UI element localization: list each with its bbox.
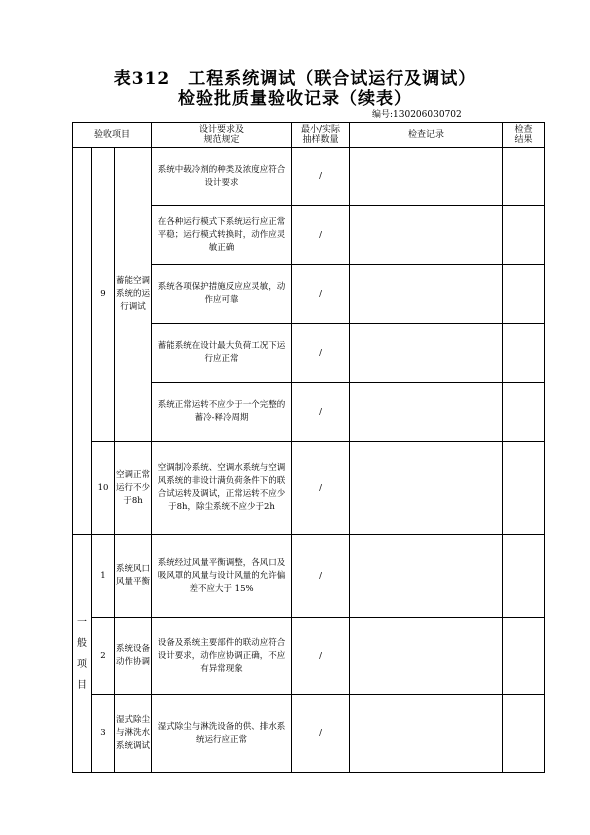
main-control-cell <box>73 148 92 535</box>
record-cell-2[interactable] <box>392 695 503 773</box>
record-cell[interactable] <box>350 535 392 618</box>
record-cell-2[interactable] <box>392 442 503 535</box>
requirement: 在各种运行模式下系统运行应正常平稳；运行模式转换时，动作应灵敏正确 <box>152 206 292 265</box>
record-cell[interactable] <box>350 206 392 265</box>
result-cell[interactable] <box>503 383 545 442</box>
record-cell-2[interactable] <box>392 383 503 442</box>
record-cell-2[interactable] <box>392 148 503 206</box>
record-cell[interactable] <box>350 265 392 324</box>
item-name: 空调正常运行不少于8h <box>115 442 152 535</box>
result-cell[interactable] <box>503 324 545 383</box>
general-label-cell <box>73 535 92 773</box>
sample-count: / <box>292 148 350 206</box>
sample-count: / <box>292 324 350 383</box>
sample-count: / <box>292 695 350 773</box>
result-cell[interactable] <box>503 442 545 535</box>
record-cell-2[interactable] <box>392 535 503 618</box>
result-cell[interactable] <box>503 535 545 618</box>
table-row <box>73 695 545 773</box>
general-label: 一般项目 <box>77 616 87 691</box>
item-number: 3 <box>92 695 115 773</box>
requirement: 系统正常运转不应少于一个完整的蓄冷-释冷周期 <box>152 383 292 442</box>
item-number: 10 <box>92 442 115 535</box>
form-title: 表312 工程系统调试（联合试运行及调试） <box>113 69 477 89</box>
record-cell[interactable] <box>350 618 392 695</box>
record-cell-2[interactable] <box>392 324 503 383</box>
table-row <box>73 618 545 695</box>
record-cell[interactable] <box>350 383 392 442</box>
item-number: 2 <box>92 618 115 695</box>
sample-count: / <box>292 618 350 695</box>
item-name: 系统设备动作协调 <box>115 618 152 695</box>
result-cell[interactable] <box>503 618 545 695</box>
requirement: 系统中载冷剂的种类及浓度应符合设计要求 <box>152 148 292 206</box>
sample-count: / <box>292 442 350 535</box>
record-cell[interactable] <box>350 148 392 206</box>
item-name: 湿式除尘与淋洗水系统调试 <box>115 695 152 773</box>
item-name: 系统风口风量平衡 <box>115 535 152 618</box>
item-name: 蓄能空调系统的运行调试 <box>115 148 152 442</box>
requirement: 设备及系统主要部件的联动应符合设计要求，动作应协调正确，不应有异常现象 <box>152 618 292 695</box>
record-cell[interactable] <box>350 324 392 383</box>
table-row <box>73 535 545 618</box>
item-number: 9 <box>92 148 115 442</box>
header-sample: 最小/实际 抽样数量 <box>292 123 350 148</box>
header-result: 检查 结果 <box>503 123 545 148</box>
requirement: 湿式除尘与淋洗设备的供、排水系统运行应正常 <box>152 695 292 773</box>
header-record: 检查记录 <box>350 123 503 148</box>
record-cell-2[interactable] <box>392 265 503 324</box>
record-cell-2[interactable] <box>392 206 503 265</box>
table-row <box>73 442 545 535</box>
record-cell[interactable] <box>350 695 392 773</box>
result-cell[interactable] <box>503 695 545 773</box>
requirement: 系统各项保护措施反应应灵敏，动作应可靠 <box>152 265 292 324</box>
inspection-table <box>72 122 545 773</box>
result-cell[interactable] <box>503 265 545 324</box>
requirement: 系统经过风量平衡调整，各风口及吸风罩的风量与设计风量的允许偏差不应大于 15% <box>152 535 292 618</box>
sample-count: / <box>292 535 350 618</box>
header-design-req: 设计要求及 规范规定 <box>152 123 292 148</box>
sample-count: / <box>292 206 350 265</box>
form-subtitle: 检验批质量验收记录（续表） <box>178 89 412 109</box>
sample-count: / <box>292 383 350 442</box>
header-item: 验收项目 <box>73 123 152 148</box>
header-row <box>73 123 545 148</box>
requirement: 空调制冷系统、空调水系统与空调风系统的非设计满负荷条件下的联合试运转及调试，正常运转不应少于8h，除尘系统不应少于2h <box>152 442 292 535</box>
sample-count: / <box>292 265 350 324</box>
record-cell[interactable] <box>350 442 392 535</box>
table-row <box>73 148 545 206</box>
result-cell[interactable] <box>503 148 545 206</box>
form-code: 编号:130206030702 <box>372 110 462 120</box>
item-number: 1 <box>92 535 115 618</box>
record-cell-2[interactable] <box>392 618 503 695</box>
result-cell[interactable] <box>503 206 545 265</box>
requirement: 蓄能系统在设计最大负荷工况下运行应正常 <box>152 324 292 383</box>
